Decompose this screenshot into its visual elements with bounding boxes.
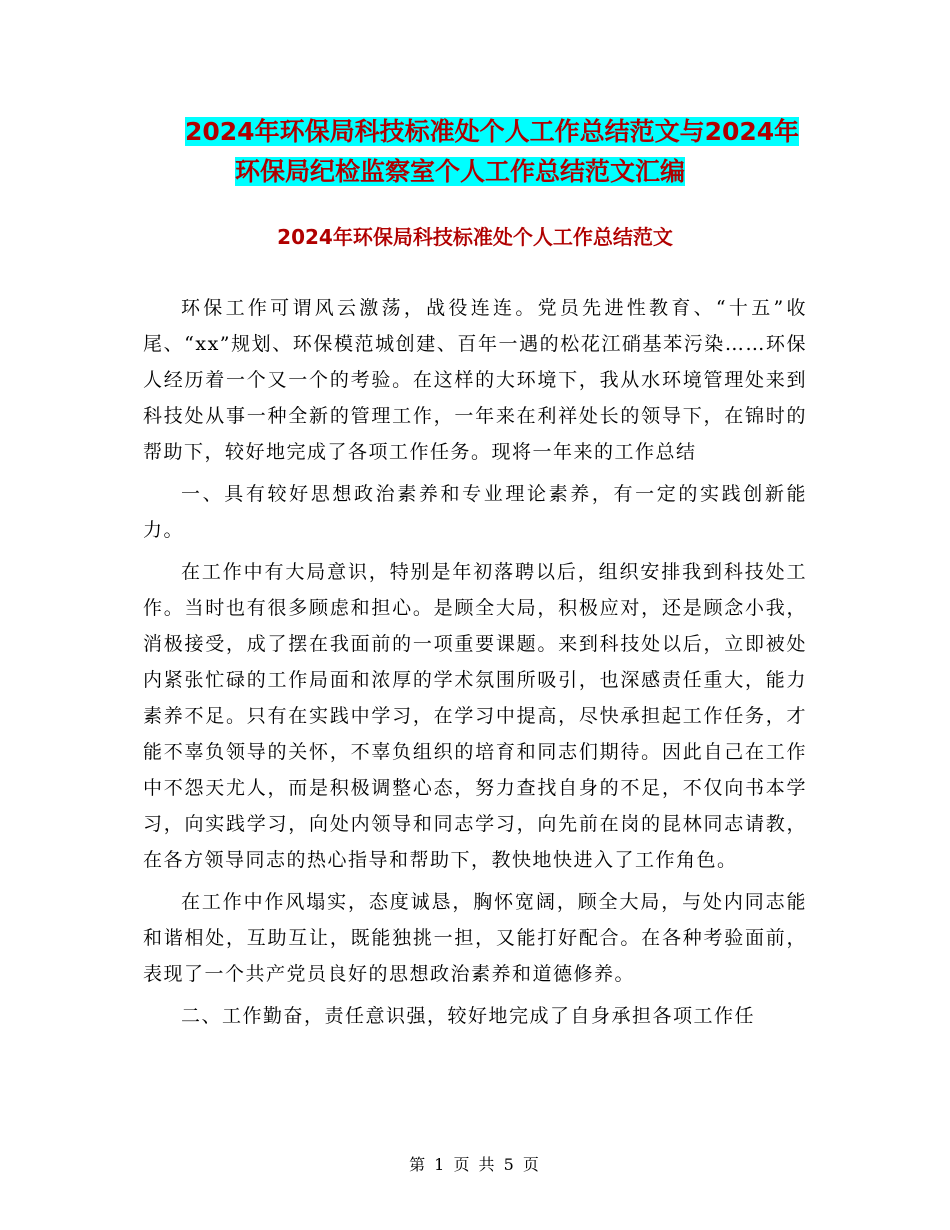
title-line-1-text: 2024年环保局科技标准处个人工作总结范文与2024年 <box>185 117 800 146</box>
page-footer: 第 1 页 共 5 页 <box>409 1155 541 1174</box>
document-body <box>143 290 807 1034</box>
paragraph-heading-1: 一、具有较好思想政治素养和专业理论素养，有一定的实践创新能力。 <box>143 483 807 541</box>
paragraph-body-2: 在工作中作风塌实，态度诚恳，胸怀宽阔，顾全大局，与处内同志能和谐相处，互助互让，既能独挑一担，又能打好配合。在各种考验面前，表现了一个共产党员良好的思想政治素养和道德修养。 <box>143 891 807 985</box>
paragraph-intro: 环保工作可谓风云激荡，战役连连。党员先进性教育、“十五”收尾、“xx”规划、环保模范城创建、百年一遇的松花江硝基苯污染……环保人经历着一个又一个的考验。在这样的大环境下，我从水环境管理处来到科技处从事一种全新的管理工作，一年来在利祥处长的领导下，在锦时的帮助下，较好地完成了各项工作任务。现将一年来的工作总结 <box>143 297 807 463</box>
title-line-1 <box>110 112 840 152</box>
document-title <box>110 112 840 192</box>
section-title: 2024年环保局科技标准处个人工作总结范文 <box>277 225 673 249</box>
title-line-2 <box>110 152 840 192</box>
paragraph-body-1: 在工作中有大局意识，特别是年初落聘以后，组织安排我到科技处工作。当时也有很多顾虑和担心。是顾全大局，积极应对，还是顾念小我，消极接受，成了摆在我面前的一项重要课题。来到科技处以后，立即被处内紧张忙碌的工作局面和浓厚的学术氛围所吸引，也深感责任重大，能力素养不足。只有在实践中学习，在学习中提高，尽快承担起工作任务，才能不辜负领导的关怀，不辜负组织的培育和同志们期待。因此自己在工作中不怨天尤人，而是积极调整心态，努力查找自身的不足，不仅向书本学习，向实践学习，向处内领导和同志学习，向先前在岗的昆林同志请教，在各方领导同志的热心指导和帮助下，教快地快进入了工作角色。 <box>143 561 807 871</box>
paragraph-heading-2: 二、工作勤奋，责任意识强，较好地完成了自身承担各项工作任 <box>181 1005 756 1027</box>
title-line-2-text: 环保局纪检监察室个人工作总结范文汇编 <box>235 157 686 186</box>
